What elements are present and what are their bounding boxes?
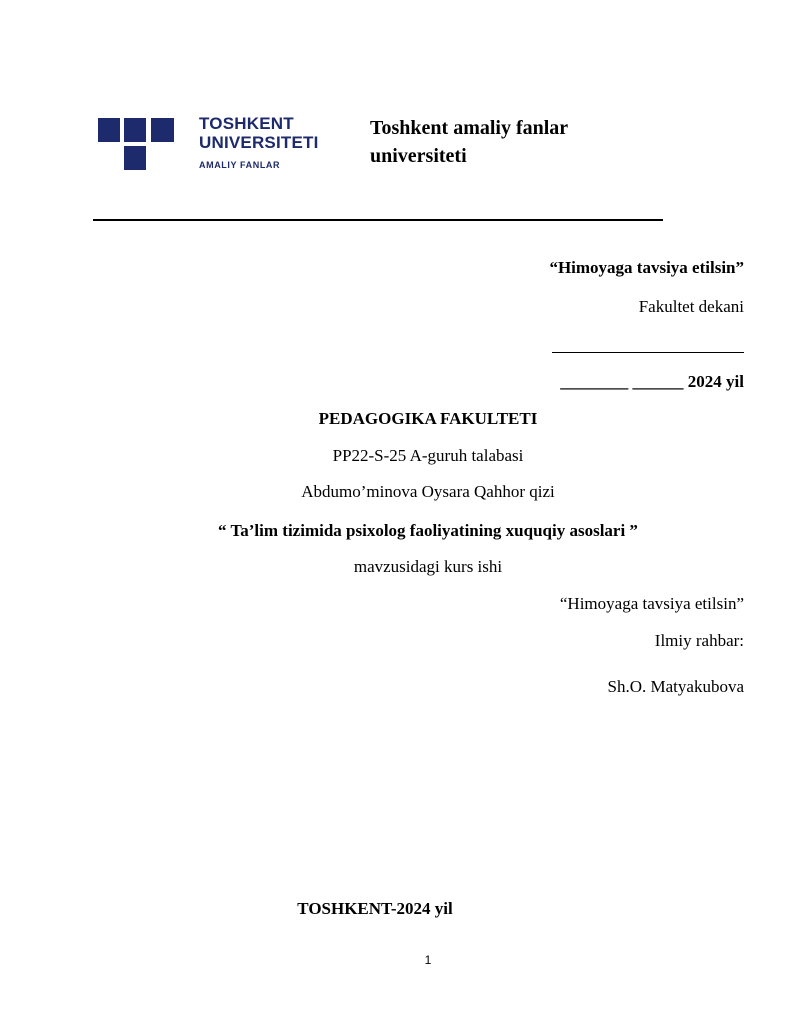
supervisor-role: Ilmiy rahbar: [654, 631, 744, 650]
logo-square [124, 118, 146, 142]
student-group: PP22-S-25 A-guruh talabasi [332, 446, 524, 465]
signature-line [552, 352, 744, 353]
logo-square [98, 118, 120, 142]
header-divider [93, 219, 663, 221]
work-type: mavzusidagi kurs ishi [353, 557, 503, 576]
approval-title: “Himoyaga tavsiya etilsin” [549, 258, 744, 277]
university-name: Toshkent amaliy fanlar universiteti [370, 117, 569, 167]
student-name: Abdumo’minova Oysara Qahhor qizi [301, 482, 555, 501]
logo-wordmark: TOSHKENT UNIVERSITETI [199, 114, 319, 152]
logo-subtitle: AMALIY FANLAR [199, 160, 281, 170]
page-number: 1 [424, 953, 432, 967]
work-topic: “ Ta’lim tizimida psixolog faoliyatining xuquqiy asoslari ” [218, 521, 638, 540]
faculty-name: PEDAGOGIKA FAKULTETI [318, 409, 538, 428]
logo-square [151, 118, 174, 142]
supervisor-recommend: “Himoyaga tavsiya etilsin” [559, 594, 744, 613]
approval-date-line: ________ ______ 2024 yil [560, 372, 744, 391]
logo-square [124, 146, 146, 170]
dean-role: Fakultet dekani [638, 297, 744, 316]
supervisor-name: Sh.O. Matyakubova [607, 677, 744, 696]
city-year: TOSHKENT-2024 yil [297, 899, 453, 918]
